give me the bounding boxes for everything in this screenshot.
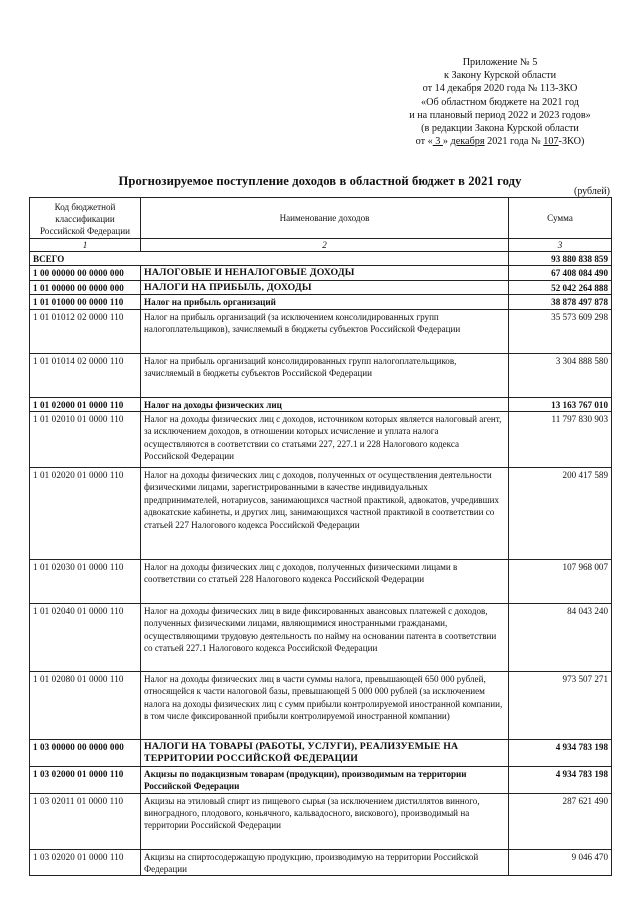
text: »: [442, 136, 451, 148]
row-sum: 4 934 783 198: [509, 740, 612, 767]
appendix-amendment-line: [380, 135, 620, 148]
row-code: 1 01 02020 01 0000 110: [30, 468, 141, 560]
table-row: [30, 353, 612, 397]
row-code: 1 01 01014 02 0000 110: [30, 353, 141, 397]
text: от «: [415, 136, 433, 148]
row-name: Налог на прибыль организаций (за исключением консолидированных групп налогоплательщиков), зачисляемый в бюджеты субъектов Российской Федерации: [141, 309, 509, 353]
appendix-line: к Закону Курской области: [443, 70, 557, 82]
row-sum: 107 968 007: [509, 560, 612, 604]
row-code: 1 01 02080 01 0000 110: [30, 672, 141, 740]
text: -ЗКО): [558, 136, 585, 148]
row-name: НАЛОГИ НА ПРИБЫЛЬ, ДОХОДЫ: [141, 280, 509, 294]
column-number: 2: [141, 239, 509, 252]
header-name: Наименование доходов: [141, 198, 509, 239]
table-row: [30, 468, 612, 560]
total-row: [30, 252, 612, 266]
row-name: Налог на доходы физических лиц с доходов, источником которых является налоговый агент, за исключением доходов, в отношении которых исчисление и уплата налога осуществляются в соответствии со статьями 227, 227.1 и 228 Налогового кодекса Российской Федерации: [141, 412, 509, 468]
row-code: 1 03 02020 01 0000 110: [30, 849, 141, 876]
row-code: 1 01 02010 01 0000 110: [30, 412, 141, 468]
row-sum: 35 573 609 298: [509, 309, 612, 353]
row-code: 1 01 01012 02 0000 110: [30, 309, 141, 353]
units-label: (рублей): [573, 186, 610, 197]
row-code: 1 03 02000 01 0000 110: [30, 766, 141, 793]
row-name: НАЛОГОВЫЕ И НЕНАЛОГОВЫЕ ДОХОДЫ: [141, 266, 509, 280]
row-sum: 200 417 589: [509, 468, 612, 560]
row-code: 1 00 00000 00 0000 000: [30, 266, 141, 280]
table-row: [30, 793, 612, 849]
text: 2021 года №: [484, 136, 544, 148]
table-row: [30, 560, 612, 604]
table-row: [30, 280, 612, 294]
total-sum: 93 880 838 859: [509, 252, 612, 266]
row-name: Налог на доходы физических лиц: [141, 397, 509, 411]
document-title: Прогнозируемое поступление доходов в областной бюджет в 2021 году: [118, 174, 522, 188]
row-code: 1 01 02040 01 0000 110: [30, 604, 141, 672]
appendix-line: (в редакции Закона Курской области: [421, 123, 579, 135]
row-sum: 287 621 490: [509, 793, 612, 849]
revenue-table: [29, 197, 612, 876]
row-name: Налог на доходы физических лиц в части суммы налога, превышающей 650 000 рублей, относящейся к части налоговой базы, превышающей 5 000 000 рублей (за исключением налога на доходы физических лиц с сумм прибыли контролируемой иностранной компании, в том числе фиксированной прибыли контролируемой иностранной компании): [141, 672, 509, 740]
appendix-header: [380, 56, 620, 148]
appendix-line: Приложение № 5: [462, 57, 538, 68]
row-sum: 52 042 264 888: [509, 280, 612, 294]
amendment-month: декабря: [450, 136, 485, 148]
row-name: Налог на прибыль организаций: [141, 295, 509, 309]
row-sum: 84 043 240: [509, 604, 612, 672]
table-row: [30, 740, 612, 767]
table-row: [30, 672, 612, 740]
total-label: ВСЕГО: [30, 252, 509, 266]
row-sum: 11 797 830 903: [509, 412, 612, 468]
row-name: Налог на доходы физических лиц с доходов, полученных от осуществления деятельности физическими лицами, зарегистрированными в качестве индивидуальных предпринимателей, нотариусов, занимающихся частной практикой, адвокатов, учредивших адвокатские кабинеты, и других лиц, занимающихся частной практикой в соответствии со статьей 227 Налогового кодекса Российской Федерации: [141, 468, 509, 560]
row-name: Акцизы на спиртосодержащую продукцию, производимую на территории Российской Федерации: [141, 849, 509, 876]
table-header-row: [30, 198, 612, 239]
row-sum: 973 507 271: [509, 672, 612, 740]
column-number: 1: [30, 239, 141, 252]
row-name: Налог на прибыль организаций консолидированных групп налогоплательщиков, зачисляемый в бюджеты субъектов Российской Федерации: [141, 353, 509, 397]
row-code: 1 03 00000 00 0000 000: [30, 740, 141, 767]
table-row: [30, 604, 612, 672]
row-name: Налог на доходы физических лиц с доходов, полученных физическими лицами в соответствии со статьей 228 Налогового кодекса Российской Федерации: [141, 560, 509, 604]
table-row: [30, 849, 612, 876]
row-name: Акцизы по подакцизным товарам (продукции), производимым на территории Российской Федерации: [141, 766, 509, 793]
amendment-number: 107: [543, 136, 559, 148]
appendix-line: от 14 декабря 2020 года № 113-ЗКО: [422, 83, 578, 95]
row-name: Акцизы на этиловый спирт из пищевого сырья (за исключением дистиллятов винного, виноградного, плодового, коньячного, кальвадосного, вискового), производимый на территории Российской Федерации: [141, 793, 509, 849]
column-number: 3: [509, 239, 612, 252]
row-sum: 9 046 470: [509, 849, 612, 876]
header-sum: Сумма: [509, 198, 612, 239]
table-row: [30, 412, 612, 468]
row-name: НАЛОГИ НА ТОВАРЫ (РАБОТЫ, УСЛУГИ), РЕАЛИЗУЕМЫЕ НА ТЕРРИТОРИИ РОССИЙСКОЙ ФЕДЕРАЦИИ: [141, 740, 509, 767]
amendment-day: 3: [432, 136, 443, 148]
row-code: 1 01 01000 00 0000 110: [30, 295, 141, 309]
table-row: [30, 309, 612, 353]
row-sum: 67 408 084 490: [509, 266, 612, 280]
row-sum: 4 934 783 198: [509, 766, 612, 793]
appendix-line: и на плановый период 2022 и 2023 годов»: [409, 109, 591, 121]
row-sum: 13 163 767 010: [509, 397, 612, 411]
row-code: 1 01 00000 00 0000 000: [30, 280, 141, 294]
table-row: [30, 766, 612, 793]
row-code: 1 01 02000 01 0000 110: [30, 397, 141, 411]
row-name: Налог на доходы физических лиц в виде фиксированных авансовых платежей с доходов, полученных физическими лицами, являющимися иностранными гражданами, осуществляющими трудовую деятельность по найму на основании патента в соответствии со статьей 227.1 Налогового кодекса Российской Федерации: [141, 604, 509, 672]
appendix-line: «Об областном бюджете на 2021 год: [421, 96, 579, 108]
table-row: [30, 397, 612, 411]
row-code: 1 01 02030 01 0000 110: [30, 560, 141, 604]
row-sum: 38 878 497 878: [509, 295, 612, 309]
column-number-row: [30, 239, 612, 252]
row-sum: 3 304 888 580: [509, 353, 612, 397]
table-row: [30, 266, 612, 280]
row-code: 1 03 02011 01 0000 110: [30, 793, 141, 849]
table-row: [30, 295, 612, 309]
header-code: Код бюджетной классификации Российской Федерации: [30, 198, 141, 239]
